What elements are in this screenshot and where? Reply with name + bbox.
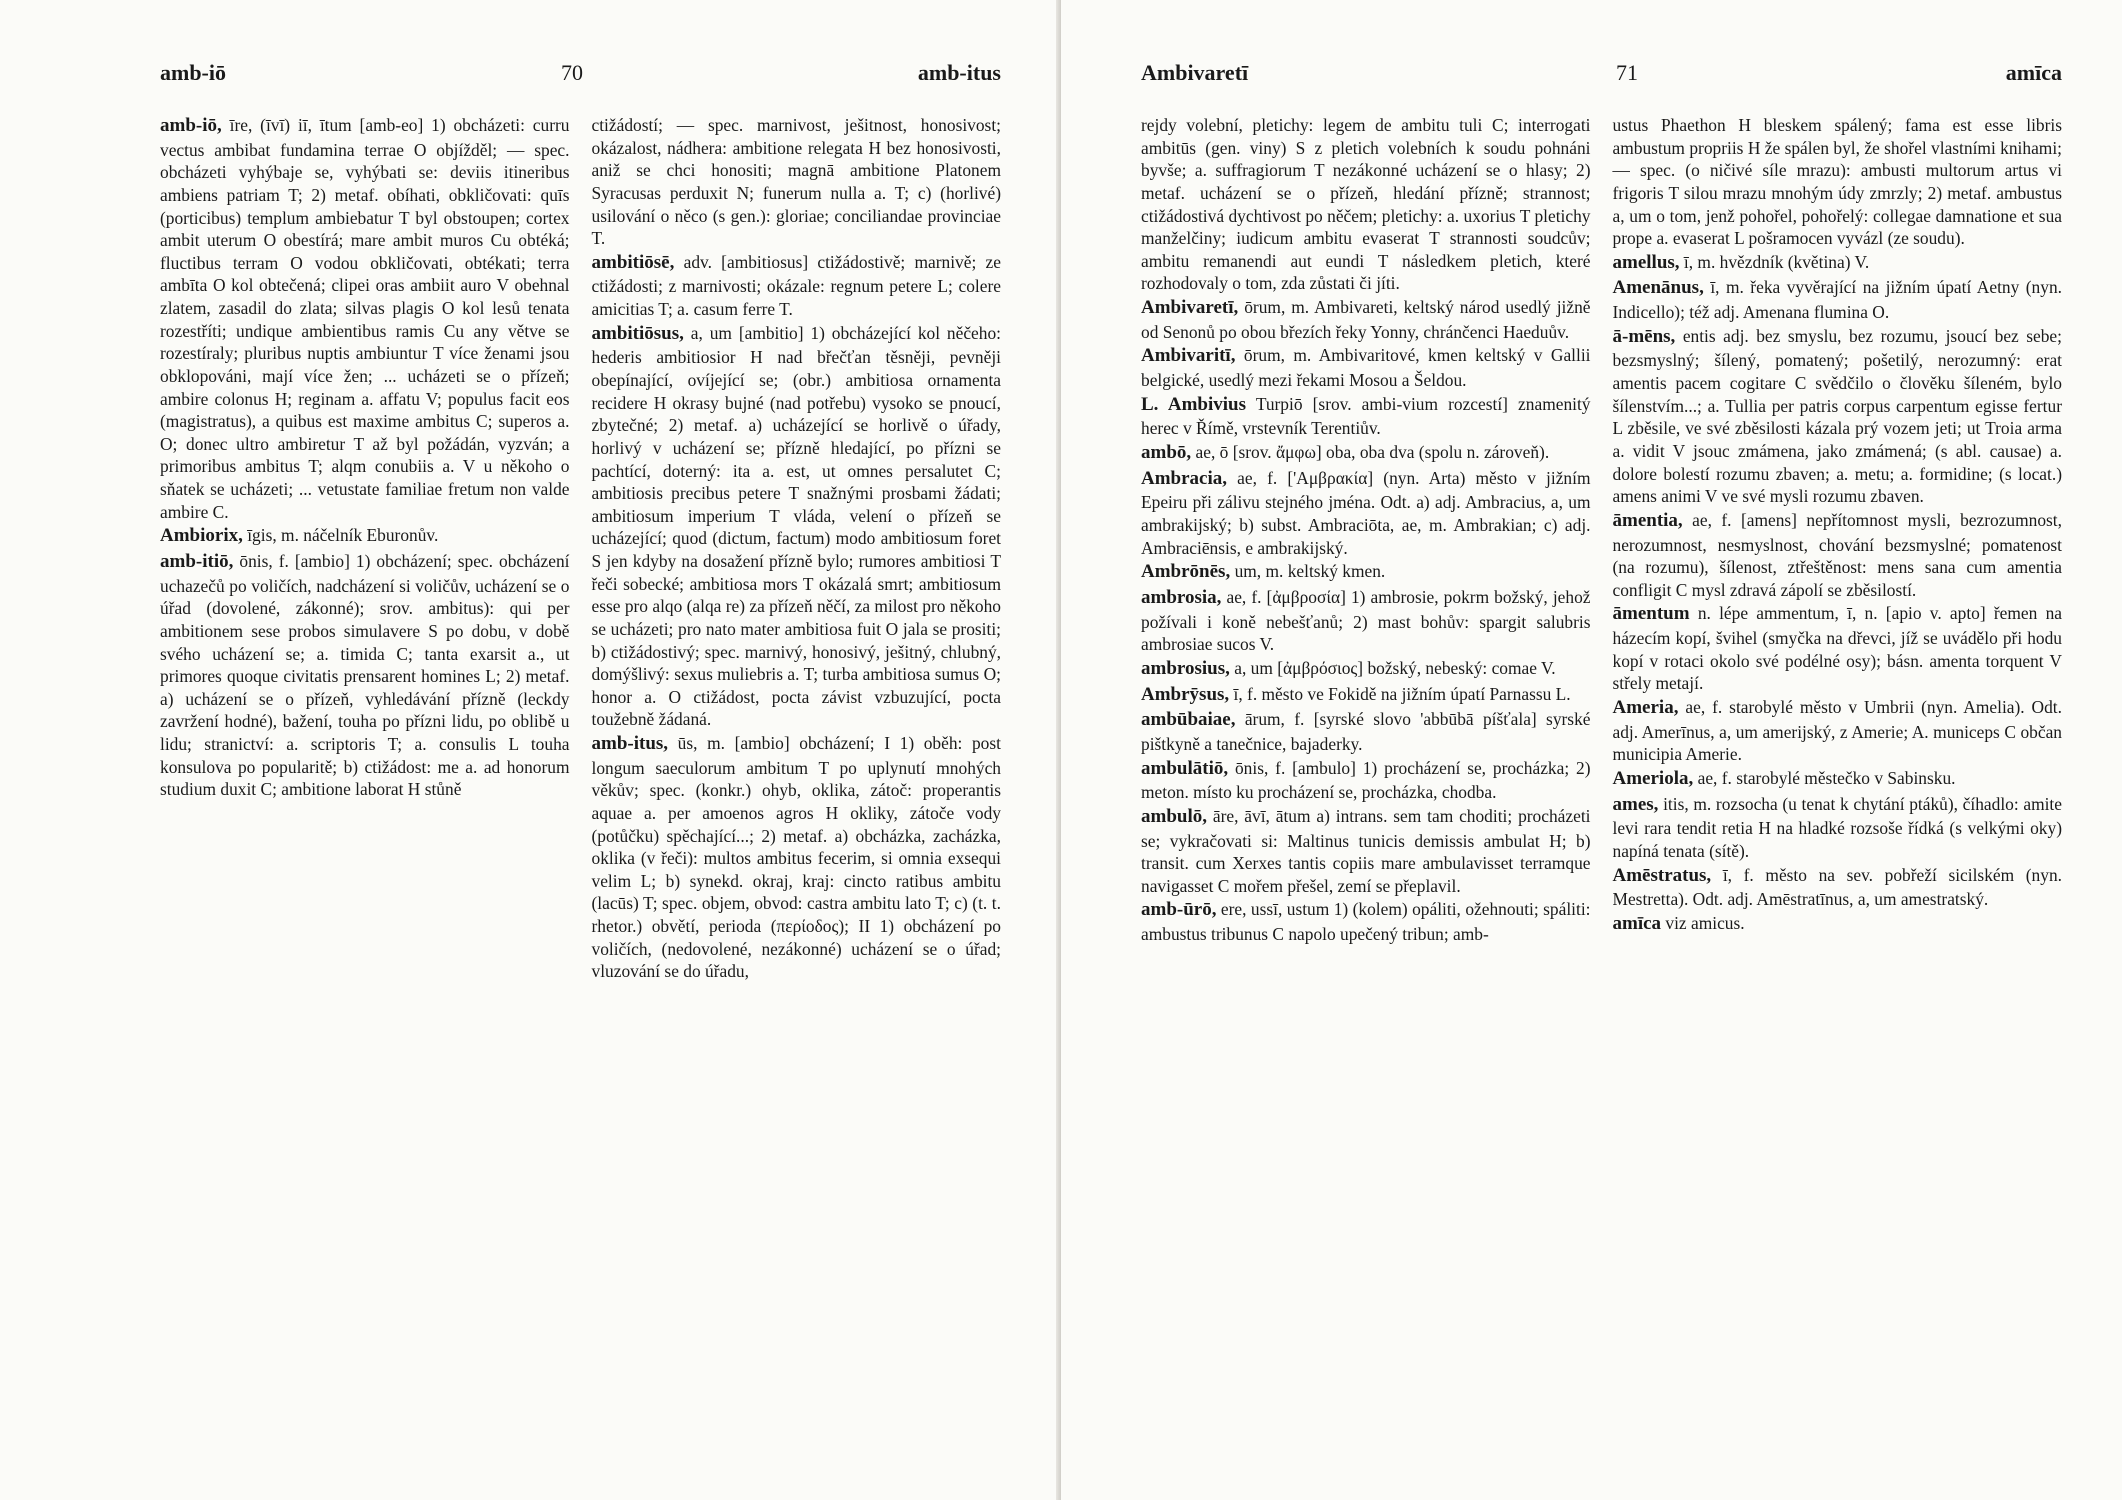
entry-body-text: ae, f. [amens] nepřítomnost mysli, bezrozumnost, nerozumnost, nesmyslnost, chování bezsmyslné; pomatenost (na rozumu), šílenost, ztřeštěnost: mens sana cum amentia confligit C mysl zdravá zápolí se zběsilostí. — [1612, 509, 2062, 600]
column — [1613, 114, 2063, 947]
entry-body-text: ere, ussī, ustum 1) (kolem) opáliti, ožehnouti; spáliti: ambustus tribunus C napolo upečený tribun; amb- — [1141, 899, 1591, 945]
entry-body-text: īgis, m. náčelník Eburonův. — [247, 525, 439, 546]
entry-body-text: ūs, m. [ambio] obcházení; I 1) oběh: post longum saeculorum ambitum T po uplynutí mnohých věkův; spec. (konkr.) ohyb, oklika, zátoč: properantis aquae a. per amoenos agros H okliky, zátoče vody (potůčku) spěchající...; 2) metaf. a) obcházka, zacházka, oklika (v řeči): multos ambitus fecerim, si omnia exsequi velim L; b) synekd. okraj, kraj: cincto ratibus ambitu (lacūs) T; spec. objem, obvod: castra ambitu lato T; c) (t. t. rhetor.) obvětí, perioda (περίοδος); II 1) obcházení po voličích, (nedovolené, nezákonné) ucházení se o úřad; vluzování se do úřadu, — [591, 733, 1001, 982]
dictionary-entry — [1613, 114, 2063, 250]
entry-headword: ambrosius, — [1141, 657, 1230, 679]
left-header-right-guideword: amb-itus — [917, 60, 1001, 85]
entry-body-text: a, um [ἀμβρόσιος] božský, nebeský: comae V. — [1234, 657, 1556, 678]
right-page-number: 71 — [1615, 60, 1638, 85]
entry-body-text: ōnis, f. [ambulo] 1) procházení se, procházka; 2) meton. místo ku procházení se, procházka, chodba. — [1141, 757, 1591, 803]
entry-body-text: ārum, f. [syrské slovo 'abbūbā píšťala] syrské pištkyně a tanečnice, bajaderky. — [1141, 709, 1591, 754]
dictionary-entry — [1613, 276, 2063, 323]
entry-body-text: īre, (īvī) iī, ītum [amb-eo] 1) obcházeti: curru vectus ambibat fundamina terrae O objížděl; — spec. obcházeti vyhýbaje se, vyhýbati se: deviis itineribus ambiens patriam T; 2) metaf. obíhati, obkličovati: quīs (porticibus) templum ambiebatur T byl obstoupen; cortex ambit uterum O obestírá; mare ambit muros Cu obtéká; fluctibus terram O vodou obkličovati, obtékati; terra ambīta O kol obtečená; clipei oras ambiit auro V obehnal zlatem, zasadil do zlata; silvas plagis O kol lesů tenata rozestříti; undique ambientibus ramis Cu any větve se rozestíraly; pluribus nuptis ambiuntur T více ženami jsou obklopováni, mají více žen; ... ucházeti se o přízeň; ambire colonus H; reginam a. affatu V; populus facit eos (magistratus), a quibus est maxime ambitus C; superos a. O; donec ultro ambiretur T až byl požádán, vyzván; a primoribus ambitus T; alqm conubiis a. V u někoho o sňatek se ucházeti; ... vetustate familiae fretum non valde ambire C. — [160, 115, 570, 522]
entry-headword: amellus, — [1612, 251, 1680, 273]
dictionary-entry — [1141, 757, 1591, 804]
dictionary-entry — [592, 322, 1002, 731]
entry-headword: ambulō, — [1141, 805, 1207, 827]
entry-body-text: ae, f. starobylé městečko v Sabinsku. — [1697, 767, 1956, 788]
left-page-number: 70 — [560, 60, 583, 85]
entry-headword: Ameria, — [1612, 696, 1679, 718]
entry-headword: ambō, — [1141, 441, 1192, 463]
entry-body-text: ī, f. město ve Fokidě na jižním úpatí Parnassu L. — [1233, 683, 1571, 704]
entry-headword: Amēstratus, — [1612, 864, 1712, 886]
dictionary-entry — [1613, 767, 2063, 792]
entry-headword: ambitiōsē, — [591, 251, 675, 273]
dictionary-entry — [1141, 586, 1591, 656]
dictionary-entry — [592, 114, 1002, 250]
entry-body-text: ae, ō [srov. ἄμφω] oba, oba dva (spolu n. zároveň). — [1195, 441, 1550, 462]
right-page — [1061, 0, 2122, 1500]
entry-headword: Ambivaritī, — [1141, 345, 1236, 367]
dictionary-entry — [592, 251, 1002, 321]
entry-body-text: āre, āvī, ātum a) intrans. sem tam choditi; procházeti se; vykračovati si: Maltinus tunicis demissis ambulat H; b) transit. cum Xerxes tantis copiis mare ambulavisset terramque navigasset C mořem přešel, zemí se přeplavil. — [1141, 805, 1591, 896]
entry-headword: Ambivaretī, — [1141, 297, 1239, 318]
dictionary-entry — [1141, 344, 1591, 391]
dictionary-entry — [1141, 114, 1591, 295]
left-page-header — [160, 60, 1001, 86]
entry-body-text: ustus Phaethon H bleskem spálený; fama est esse libris ambustum propriis H že spálen byl, že shořel vlastními knihami; — spec. (o ničivé síle mrazu): ambusti multorum artus vi frigoris T silou mrazu mnohým údy zmrzly; 2) metaf. ambustus a, um o tom, jenž pohořel, pohořelý: collegae damnatione et sua prope a. evaserat L pošramocen vyvázl (ze soudu). — [1612, 115, 2062, 249]
right-page-header — [1141, 60, 2062, 86]
entry-headword: amb-iō, — [160, 115, 222, 136]
entry-headword: ā-mēns, — [1612, 325, 1676, 347]
dictionary-entry — [1613, 864, 2063, 911]
entry-body-text: itis, m. rozsocha (u tenat k chytání ptáků), číhadlo: amite levi rara tendit retia H na hladké rozsoše řídká (s velkými oky) napíná tenata (sítě). — [1612, 793, 2062, 861]
entry-body-text: ī, f. město na sev. pobřeží sicilském (nyn. Mestretta). Odt. adj. Amēstratīnus, a, um amestratský. — [1612, 864, 2062, 910]
entry-headword: ambitiōsus, — [591, 322, 684, 344]
entry-body-text: ae, f. ['Αμβρακία] (nyn. Arta) město v jižním Epeiru při zálivu stejného jména. Odt. a) adj. Ambracius, a, um ambrakijský; b) subst. Ambraciōta, ae, m. Ambrakian; c) adj. Ambraciēnsis, e ambrakijský. — [1141, 467, 1591, 558]
entry-body-text: ōrum, m. Ambivareti, keltský národ usedlý jižně od Senonů po obou březích řeky Yonny, chránčenci Haeduův. — [1141, 297, 1591, 342]
dictionary-entry — [160, 550, 570, 801]
left-page-columns — [160, 114, 1001, 984]
dictionary-entry — [1613, 912, 2063, 937]
entry-body-text: ī, m. hvězdník (květina) V. — [1683, 251, 1870, 272]
entry-headword: amīca — [1612, 912, 1662, 934]
dictionary-entry — [1613, 793, 2063, 863]
entry-headword: āmentum — [1612, 603, 1690, 625]
dictionary-entry — [160, 114, 570, 523]
column — [1141, 114, 1591, 947]
dictionary-entry — [1613, 602, 2063, 695]
dictionary-entry — [1141, 296, 1591, 343]
entry-headword: Ameriola, — [1612, 767, 1694, 789]
entry-body-text: n. lépe ammentum, ī, n. [apio v. apto] řemen na házecím kopí, švihel (smyčka na dřevci, jíž se uvádělo při hodu kopí v rotaci okolo své podélné osy); básn. amenta torquent V střely metají. — [1612, 603, 2062, 694]
entry-body-text: rejdy volební, pletichy: legem de ambitu tuli C; interrogati ambitūs (gen. viny) S z pletich volebních k soudu pohnáni byvše; a. suffragiorum T nezákonné ucházení se o hlasy; 2) metaf. ucházení se o přízeň, hledání přízně; strannost; ctižádostivá dychtivost po něčem; pletichy: a. uxorius T pletichy manželčiny; iudicum ambitu evaserat T strannosti soudcův; ambitu remanendi aut eundi T následkem pletich, které rozhodovaly o tom, zda zůstati či jíti. — [1141, 115, 1591, 294]
entry-body-text: ctižádostí; — spec. marnivost, ješitnost, honosivost; okázalost, nádhera: ambitione relegata H bez honosivosti, aniž se chci honositi; magnā ambitione Platonem Syracusas perduxit N; funerum nulla a. T; c) (horlivé) usilování o něco (s gen.): gloriae; conciliandae provinciae T. — [591, 115, 1001, 249]
dictionary-entry — [1141, 683, 1591, 708]
column — [592, 114, 1002, 984]
entry-body-text: um, m. keltský kmen. — [1234, 561, 1386, 582]
left-header-left-guideword: amb-iō — [160, 60, 226, 85]
dictionary-entry — [1141, 898, 1591, 945]
entry-headword: ambrosia, — [1141, 586, 1222, 608]
entry-body-text: entis adj. bez smyslu, bez rozumu, jsoucí bez sebe; bezsmyslný; šílený, pomatený; pošetilý, nerozumný: erat amentis pacem cogitare C svědčilo o člověku šíleném, bylo šílenstvím...; a. Tullia per patris corpus carpentum egisse fertur L zběsile, ve své zběsilosti kázala prý vozem jeti; ut Troia arma a. vidit V jsouc zmámena, jako zmámená; (s abl. causae) a. dolore bolestí rozumu zbaven; a. metu; a. formidine; (s locat.) amens animi V ve své mysli rozumu zbaven. — [1612, 325, 2062, 507]
entry-headword: ambulātiō, — [1141, 757, 1229, 779]
dictionary-entry — [1613, 251, 2063, 276]
entry-body-text: viz amicus. — [1665, 912, 1745, 933]
dictionary-entry — [1141, 393, 1591, 440]
entry-headword: Ambrōnēs, — [1141, 561, 1231, 583]
dictionary-entry — [1141, 467, 1591, 560]
entry-headword: L. Ambivius — [1141, 393, 1247, 415]
dictionary-entry — [1141, 560, 1591, 585]
dictionary-entry — [1141, 805, 1591, 898]
entry-body-text: ī, m. řeka vyvěrající na jižním úpatí Aetny (nyn. Indicello); též adj. Amenana flumina O. — [1612, 277, 2062, 323]
column — [160, 114, 570, 984]
entry-headword: Ambiorix, — [160, 525, 243, 547]
dictionary-entry — [160, 524, 570, 549]
entry-headword: ames, — [1612, 793, 1659, 815]
entry-headword: Ambracia, — [1141, 467, 1228, 489]
dictionary-entry — [1141, 657, 1591, 682]
entry-headword: āmentia, — [1612, 509, 1683, 531]
entry-headword: Amenānus, — [1612, 277, 1704, 299]
entry-body-text: a, um [ambitio] 1) obcházející kol něčeho: hederis ambitiosior H nad břečťan těsněji, pevněji obepínající, ovíjející se; (obr.) ambitiosa ornamenta recidere H okrasy bujné (nad potřebu) vysoko se pnoucí, zbytečné; 2) metaf. a) ucházející se horlivě o úřady, horlivý v ucházení se; přízně hledající, po přízni se pachtící, doterný: ita a. est, ut omnes persalutet C; ambitiosis precibus petere T snažnými prosbami žádati; ambitiosum imperium T vláda, velení o přízeň se ucházející; quod (dictum, factum) modo ambitiosum foret S jen kdyby na dosažení přízně bylo; rumores ambitiosi T řeči sobecké; ambitiosa mors T okázalá smrt; ambitiosum esse pro alqo (alqa re) za přízeň něčí, za milost pro někoho se ucházeti; pro nato mater ambitiosa fuit O jala se prositi; b) ctižádostivý; spec. marnivý, honosivý, ješitný, chlubný, domýšlivý: sexus muliebris a. T; turba ambitiosa sumus O; honor a. O ctižádost, pocta závist vzbuzující, pocta toužebně žádaná. — [591, 322, 1002, 730]
dictionary-entry — [1141, 441, 1591, 466]
dictionary-entry — [1141, 708, 1591, 755]
dictionary-entry — [1613, 325, 2063, 508]
entry-body-text: ae, f. starobylé město v Umbrii (nyn. Amelia). Odt. adj. Amerīnus, a, um amerijský, z Amerie; A. municeps C občan municipia Amerie. — [1612, 696, 2062, 765]
entry-body-text: adv. [ambitiosus] ctižádostivě; marnivě; ze ctižádosti; z marnivosti; okázale: regnum petere L; colere amicitias T; a. casum ferre T. — [591, 251, 1001, 320]
entry-headword: amb-itus, — [591, 733, 669, 754]
entry-body-text: Turpiō [srov. ambi-vium rozcestí] znamenitý herec v Římě, vrstevník Terentiův. — [1141, 393, 1591, 439]
dictionary-entry — [1613, 696, 2063, 766]
entry-headword: amb-ūrō, — [1141, 899, 1217, 921]
dictionary-entry — [1613, 509, 2063, 602]
entry-headword: Ambrȳsus, — [1141, 683, 1230, 705]
entry-body-text: ōnis, f. [ambio] 1) obcházení; spec. obcházení uchazečů po voličích, nadcházení si voličův, ucházení se o úřad (dovolené, zákonné); srov. ambitus): qui per ambitionem sese probos simulavere S po dobu, v době svého ucházení se; a. timida C; tanta exarsit a., ut primores quoque civitatis prensarent homines L; 2) metaf. a) ucházení se o přízeň, vyhledávání přízně (leckdy zavržení hodné), bažení, touha po přízni lidu, po oblibě u lidu; stranictví: a. scriptoris T; a. consulis L touha konsulova po popularitě; b) ctižádost: me a. ad honorum studium duxit C; ambitione laborat H stůně — [160, 551, 570, 800]
entry-body-text: ōrum, m. Ambivaritové, kmen keltský v Gallii belgické, usedlý mezi řekami Mosou a Šeldou. — [1141, 345, 1591, 390]
entry-headword: ambūbaiae, — [1141, 709, 1236, 731]
dictionary-entry — [592, 732, 1002, 983]
right-header-right-guideword: amīca — [2005, 60, 2062, 85]
entry-body-text: ae, f. [ἀμβροσία] 1) ambrosie, pokrm božský, jehož požívali i koně nebešťanů; 2) mast bohův: spargit salubris ambrosiae sucos V. — [1141, 586, 1591, 655]
right-header-left-guideword: Ambivaretī — [1141, 60, 1249, 85]
right-page-columns — [1141, 114, 2062, 947]
entry-headword: amb-itiō, — [160, 551, 234, 572]
